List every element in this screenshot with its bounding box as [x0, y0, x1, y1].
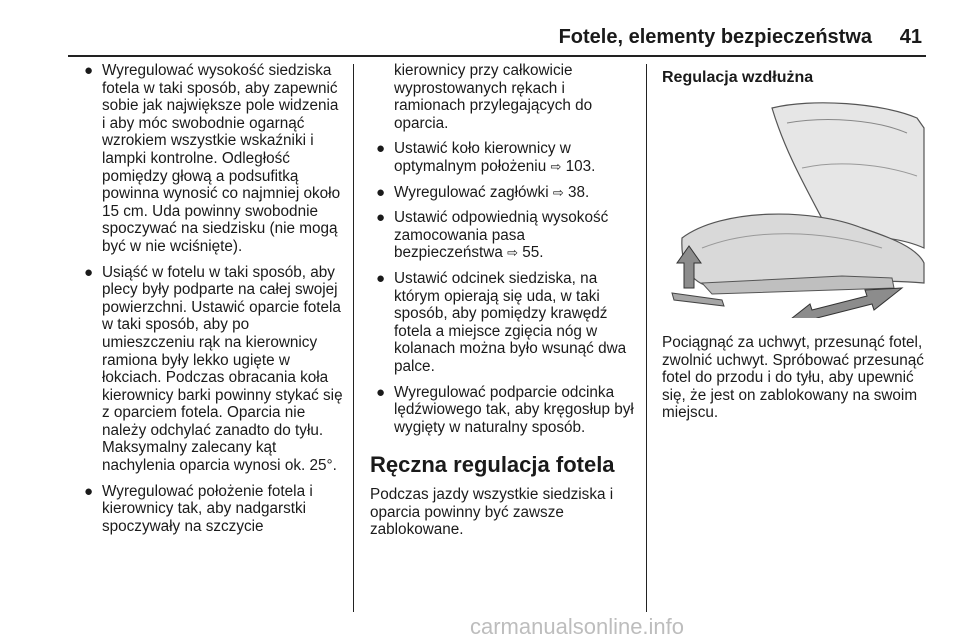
continued-text: kierownicy przy całkowicie wyprostowanych rękach i ramionach przylegających do oparcia. [394, 62, 593, 132]
bullet-icon: ● [376, 140, 386, 158]
page-ref-link[interactable]: 38. [568, 183, 590, 201]
header-divider [68, 55, 926, 57]
list-item [78, 483, 344, 536]
bullet-icon: ● [376, 383, 386, 401]
list-item-text: Ustawić odpowiednią wysokość zamocowania pasa bezpieczeństwa [394, 209, 609, 262]
watermark-text: carmanualsonline.info [470, 614, 685, 639]
bullet-list-1 [78, 62, 344, 535]
list-item [370, 209, 636, 262]
list-item [370, 384, 636, 437]
bullet-icon: ● [84, 62, 94, 79]
seat-adjustment-illustration [662, 98, 926, 318]
page-header-title: Fotele, elementy bezpieczeństwa [558, 26, 872, 48]
list-item [78, 264, 344, 475]
list-item-text: Ustawić koło kierownicy w optymalnym położeniu [394, 140, 571, 175]
list-item-text: Wyregulować zagłówki [394, 183, 549, 201]
page-ref-arrow-icon: ⇨ [550, 158, 562, 174]
column-divider-2 [646, 64, 647, 612]
subsection-heading: Regulacja wzdłużna [662, 69, 814, 86]
list-item [370, 270, 636, 376]
bullet-icon: ● [376, 183, 386, 201]
text-column-2 [370, 62, 636, 539]
list-item-text: Wyregulować położenie fotela i kierownicy tak, aby nadgarstki spoczywały na szczycie [102, 482, 313, 535]
text-column-3 [662, 62, 928, 422]
bullet-icon: ● [376, 209, 386, 227]
section-heading: Ręczna regulacja fotela [370, 452, 615, 478]
text-column-1 [78, 62, 344, 543]
list-item-text: Usiąść w fotelu w taki sposób, aby plecy były podparte na całej swojej powierzchni. Ustawić oparcie fotela w taki sposób, aby po umieszczeniu rąk na kierownicy ramiona były lekko ugięte w łokciach. Podczas obracania koła kierownicy barki powinny stykać się z oparciem fotela. Oparcia nie należy odchylać zanadto do tyłu. Maksymalny zalecany kąt nachylenia oparcia wynosi ok. 25°. [102, 263, 343, 475]
column-divider-1 [353, 64, 354, 612]
list-item [78, 62, 344, 256]
bullet-list-2 [370, 140, 636, 436]
section-paragraph: Podczas jazdy wszystkie siedziska i oparcia powinny być zawsze zablokowane. [370, 486, 614, 539]
illustration-caption: Pociągnąć za uchwyt, przesunąć fotel, zwolnić uchwyt. Spróbować przesunąć fotel do przodu i do tyłu, aby upewnić się, że jest on zablokowany na swoim miejscu. [662, 334, 924, 422]
page-ref-link[interactable]: 55. [522, 244, 544, 262]
page-ref-link[interactable]: 103. [565, 157, 596, 175]
list-item [370, 184, 636, 202]
list-item-text: Wyregulować podparcie odcinka lędźwiowego tak, aby kręgosłup był wygięty w naturalny sposób. [394, 383, 634, 436]
page-ref-arrow-icon: ⇨ [552, 184, 564, 200]
list-item-text: Wyregulować wysokość siedziska fotela w taki sposób, aby zapewnić sobie jak największe pole widzenia i aby móc swobodnie ogarnąć wzrokiem wszystkie wskaźniki i lampki kontrolne. Odległość pomiędzy głową a podsufitką powinna wynosić co najmniej około 15 cm. Uda powinny swobodnie spoczywać na siedzisku (nie mogą być w nie wciśnięte). [102, 62, 341, 255]
list-item [370, 140, 636, 175]
page-number: 41 [899, 26, 922, 48]
list-item-text: Ustawić odcinek siedziska, na którym opierają się uda, w taki sposób, aby pomiędzy krawędź fotela a miejsce zgięcia nóg w kolanach można było wsunąć dwa palce. [394, 269, 627, 375]
bullet-icon: ● [84, 263, 94, 281]
bullet-icon: ● [376, 269, 386, 287]
bullet-icon: ● [84, 482, 94, 500]
page-ref-arrow-icon: ⇨ [507, 245, 518, 261]
